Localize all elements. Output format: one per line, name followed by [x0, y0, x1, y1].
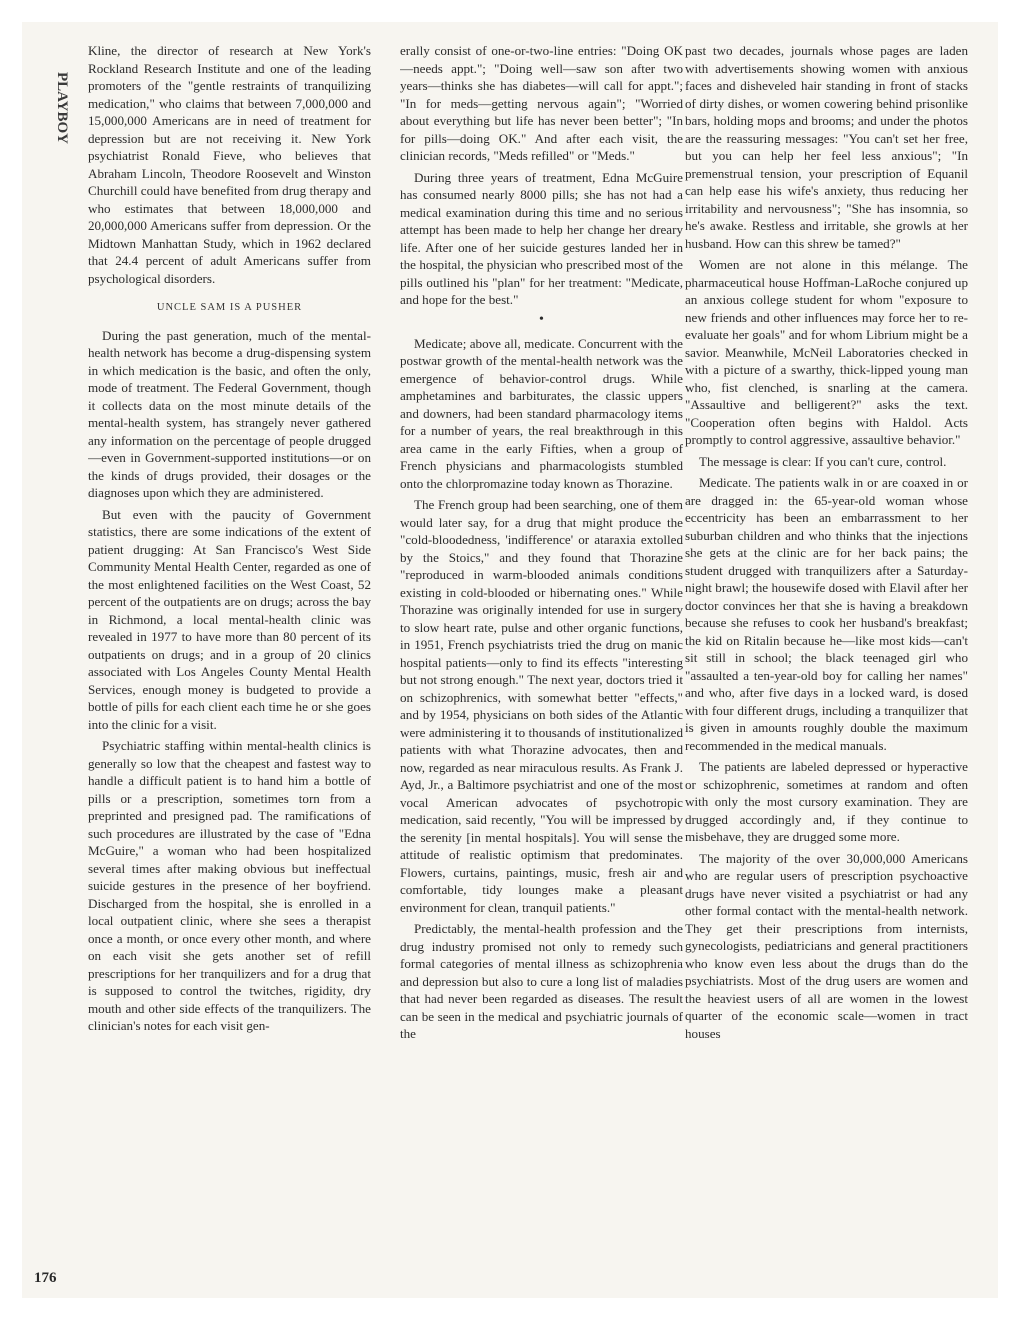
paragraph: Women are not alone in this mélange. The pharmaceutical house Hoffman-LaRoche conjured up an anxious college student for whom "exposure to new friends and other influences may force her to re-evaluate her goals" and for whom Librium might be a savior. Meanwhile, McNeil Laboratories checked in with a picture of a swarthy, thick-lipped young man who, fist clenched, is snarling at the camera. "Assaultive and belligerent?" asks the text. "Cooperation often begins with Haldol. Acts promptly to control aggressive, assaultive behavior." [685, 257, 968, 447]
page-number: 176 [34, 1270, 57, 1286]
paragraph: Medicate; above all, medicate. Concurrent with the postwar growth of the mental-health network was the emergence of behavior-control drugs. While amphetamines and barbiturates, the classic uppers and downers, had been standard pharmacology items for a number of years, the real breakthrough in this area came in the early Fifties, when a group of French physicians and pharmacologists stumbled onto the chlorpromazine today known as Thorazine. [400, 335, 683, 491]
section-divider-bullet: • [539, 311, 544, 327]
paragraph: But even with the paucity of Government statistics, there are some indications of the extent of patient drugging: At San Francisco's West Side Community Mental Health Center, regarded as one of the most enlightened facilities on the West Coast, 52 percent of the outpatients are on drugs; across the bay in Richmond, a local mental-health clinic was revealed in 1977 to have more than 80 percent of its outpatients on drugs; and in a group of 20 clinics associated with Los Angeles County Mental Health Services, enough money is budgeted to provide a bottle of pills for each client each time he or she goes into the clinic for a visit. [88, 506, 371, 732]
paragraph: Kline, the director of research at New York's Rockland Research Institute and one of the leading promoters of the "gentle restraints of tranquilizing medication," who claims that between 7,000,000 and 15,000,000 Americans are in need of treatment for depression but are not receiving it. New York psychiatrist Ronald Fieve, who believes that Abraham Lincoln, Theodore Roosevelt and Winston Churchill could have benefited from drug therapy and who estimates that between 18,000,000 and 20,000,000 Americans suffer from depression. Or the Midtown Manhattan Study, which in 1962 declared that 24.4 percent of adult Americans suffer from psychological disorders. [88, 43, 371, 286]
magazine-page [22, 22, 998, 1298]
paragraph: Predictably, the mental-health profession and the drug industry promised not only to remedy such formal categories of mental illness as schizophrenia and depression but also to cure a long list of maladies that had never been regarded as diseases. The result can be seen in the medical and psychiatric journals of the [400, 921, 683, 1041]
paragraph: Medicate. The patients walk in or are coaxed in or are dragged in: the 65-year-old woman whose eccentricity has been an embarrassment to her suburban children and who thinks that the injections she gets at the clinic are for her back pains; the student drugged with tranquilizers after a Saturday-night brawl; the housewife dosed with Elavil after her doctor convinces her that she is having a breakdown because she refuses to cook her husband's breakfast; the kid on Ritalin because he—like most kids—can't sit still in school; the black teenaged girl who "assaulted a ten-year-old boy for calling her names" and who, after five days in a locked ward, is dosed with four different drugs, including a tranquilizer that is given in amounts roughly double the maximum recommended in the medical manuals. [685, 475, 968, 753]
brand-vertical [52, 66, 72, 144]
article-column-3 [685, 42, 968, 1274]
article-column-2 [400, 42, 683, 1274]
article-column-1 [88, 42, 371, 1274]
paragraph: The majority of the over 30,000,000 Americans who are regular users of prescription psychoactive drugs have never visited a psychiatrist or had any other formal contact with the mental-health network. They get their prescriptions from internists, gynecologists, pediatricians and general practitioners who know even less about the drugs than do the psychiatrists. Most of the drug users are women and the heaviest users of all are women in the lowest quarter of the economic scale—women in tract houses [685, 850, 968, 1041]
paragraph: erally consist of one-or-two-line entries: "Doing OK—needs appt."; "Doing well—saw son after two years—thinks she has diabetes—will call for appt."; "In for meds—getting nervous again"; "Worried about everything but life has never been better"; "In for pills—doing OK." And after each visit, the clinician records, "Meds refilled" or "Meds." [400, 43, 683, 163]
paragraph: During three years of treatment, Edna McGuire has consumed nearly 8000 pills; she has not had a medical examination during this time and no serious attempt has been made to help her change her dreary life. After one of her suicide gestures landed her in the hospital, the physician who prescribed most of the pills outlined his "plan" for her treatment: "Medicate, and hope for the best." [400, 169, 683, 307]
section-subhead: UNCLE SAM IS A PUSHER [156, 302, 303, 313]
paragraph: Psychiatric staffing within mental-health clinics is generally so low that the cheapest and fastest way to handle a difficult patient is to hand him a bottle of pills or a prescription, sometimes torn from a preprinted and presigned pad. The ramifications of such procedures are illustrated by the case of "Edna McGuire," a woman who had been hospitalized several times after making obvious but ineffectual suicide gestures in the presence of her boyfriend. Discharged from the hospital, she is enrolled in a local outpatient clinic, where she sees a therapist once a month, or once every other month, and where on each visit she gets another set of refill prescriptions for her tranquilizers and for a drug that is supposed to control the twitches, rigidity, dry mouth and other side effects of the tranquilizers. The clinician's notes for each visit gen- [88, 738, 371, 1033]
brand-text: PLAYBOY [54, 72, 70, 144]
paragraph: The patients are labeled depressed or hyperactive or schizophrenic, sometimes at random and often with only the most cursory examination. They are drugged accordingly and, if they continue to misbehave, they are drugged some more. [685, 759, 968, 844]
paragraph: past two decades, journals whose pages are laden with advertisements showing women with anxious faces and disheveled hair standing in front of stacks of dirty dishes, or women cowering behind prisonlike bars, holding mops and brooms; and under the photos are the reassuring messages: "You can't set her free, but you can help her feel less anxious"; "In premenstrual tension, your prescription of Equanil can help ease his wife's anxiety, thus reducing her irritability and nervousness"; "She has insomnia, so he's awake. Restless and irritable, she growls at her husband. How can this shrew be tamed?" [685, 43, 968, 251]
paragraph: The French group had been searching, one of them would later say, for a drug that might produce the "cold-bloodedness, 'indifference' or ataraxia extolled by the Stoics," and they found that Thorazine "reproduced in warm-blooded animals conditions existing in cold-blooded or hibernating ones." While Thorazine was originally intended for use in surgery to slow heart rate, pulse and other organic functions, in 1951, French psychiatrists tried the drug on manic hospital patients—only to find its effects "interesting but not strong enough." The next year, doctors tried it on schizophrenics, with somewhat better "effects," and by 1954, physicians on both sides of the Atlantic were administering it to thousands of institutionalized patients with what Thorazine advocates, then and now, regarded as near miraculous results. As Frank J. Ayd, Jr., a Baltimore psychiatrist and one of the most vocal American advocates of psychotropic medication, said recently, "You will be impressed by the serenity [in mental hospitals]. You will sense the attitude of realistic optimism that predominates. Flowers, curtains, paintings, music, fresh air and comfortable, tidy lounges make a pleasant environment for clean, tranquil patients." [400, 497, 683, 915]
paragraph: During the past generation, much of the mental-health network has become a drug-dispensing system in which medication is the basic, and often the only, mode of treatment. The Federal Government, though it collects data on the most minute details of the mental-health system, has strangely never gathered any information on the percentage of people drugged—even in Government-supported institutions—or on the kinds of drugs provided, their dosages or the diagnoses upon which they are administered. [88, 327, 371, 500]
paragraph: The message is clear: If you can't cure, control. [699, 453, 947, 469]
